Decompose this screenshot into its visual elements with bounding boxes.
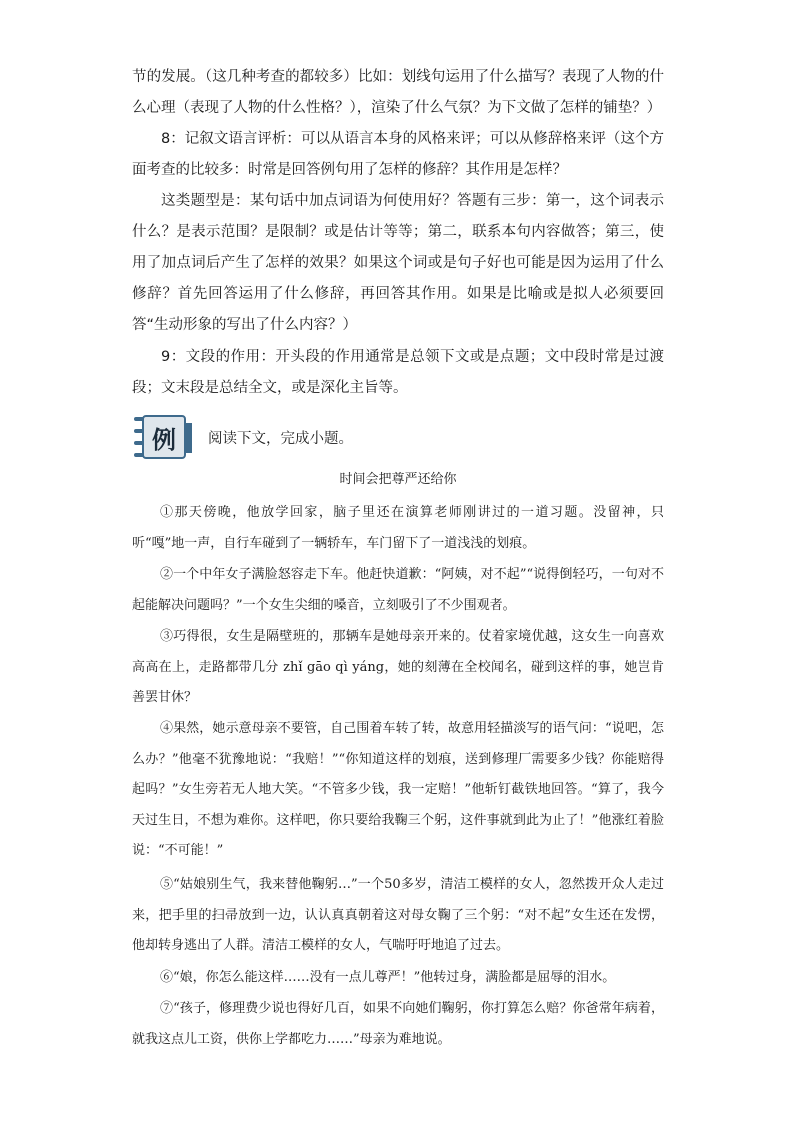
example-instruction: 阅读下文，完成小题。 bbox=[208, 430, 353, 447]
story-paragraph-1: ①那天傍晚，他放学回家，脑子里还在演算老师刚讲过的一道习题。没留神，只听“嘎”地一声，自行车碰到了一辆轿车，车门留下了一道浅浅的划痕。 bbox=[132, 505, 664, 551]
story-paragraph-5: ⑤“姑娘别生气，我来替他鞠躬…”一个50多岁，清洁工模样的女人，忽然拨开众人走过来，把手里的扫帚放到一边，认认真真朝着这对母女鞠了三个躬：“对不起”女生还在发愣，他却转身逃出了人群。清洁工模样的女人，气喘吁吁地追了过去。 bbox=[132, 877, 664, 953]
intro-paragraph-3: 这类题型是：某句话中加点词语为何使用好？答题有三步：第一，这个词表示什么？是表示范围？是限制？或是估计等等；第二，联系本句内容做答；第三，使用了加点词后产生了怎样的效果？如果这个词或是句子好也可能是因为运用了什么修辞？首先回答运用了什么修辞，再回答其作用。如果是比喻或是拟人必须要回答“生动形象的写出了什么内容？） bbox=[132, 193, 664, 333]
story-paragraph-2: ②一个中年女子满脸怒容走下车。他赶快道歉：“阿姨，对不起”“说得倒轻巧，一句对不起能解决问题吗？”一个女生尖细的嗓音，立刻吸引了不少围观者。 bbox=[132, 567, 664, 613]
example-badge-icon bbox=[134, 415, 196, 459]
story-paragraph-7: ⑦“孩子，修理费少说也得好几百，如果不向她们鞠躬，你打算怎么赔？你爸常年病着，就我这点儿工资，供你上学都吃力……”母亲为难地说。 bbox=[132, 1001, 664, 1047]
story-paragraph-6: ⑥“娘，你怎么能这样……没有一点儿尊严！”他转过身，满脸都是屈辱的泪水。 bbox=[160, 970, 616, 985]
intro-paragraph-2: 8：记叙文语言评析：可以从语言本身的风格来评；可以从修辞格来评（这个方面考查的比较多：时常是回答例句用了怎样的修辞？其作用是怎样？ bbox=[132, 131, 664, 178]
example-badge-char: 例 bbox=[142, 415, 186, 459]
intro-paragraph-4: 9：文段的作用：开头段的作用通常是总领下文或是点题；文中段时常是过渡段；文末段是总结全文，或是深化主旨等。 bbox=[132, 349, 664, 396]
badge-side-bar bbox=[186, 423, 192, 453]
story-paragraph-3: ③巧得很，女生是隔壁班的，那辆车是她母亲开来的。仗着家境优越，这女生一向喜欢高高在上，走路都带几分 zhǐ gāo qì yáng，她的刻薄在全校闻名，碰到这样的事，她岂肯善罢甘休？ bbox=[132, 629, 664, 705]
story-title: 时间会把尊严还给你 bbox=[339, 472, 457, 487]
story-paragraph-4: ④果然，她示意母亲不要管，自己围着车转了转，故意用轻描淡写的语气问：“说吧，怎么办？”他毫不犹豫地说：“我赔！”“你知道这样的划痕，送到修理厂需要多少钱？你能赔得起吗？”女生旁若无人地大笑。“不管多少钱，我一定赔！”他斩钉截铁地回答。“算了，我今天过生日，不想为难你。这样吧，你只要给我鞠三个躬，这件事就到此为止了！”他涨红着脸说：“不可能！” bbox=[132, 721, 664, 858]
intro-paragraph-1: 节的发展。（这几种考查的都较多）比如：划线句运用了什么描写？表现了人物的什么心理（表现了人物的什么性格？），渲染了什么气氛？为下文做了怎样的铺垫？） bbox=[132, 69, 664, 116]
example-header bbox=[134, 414, 353, 460]
